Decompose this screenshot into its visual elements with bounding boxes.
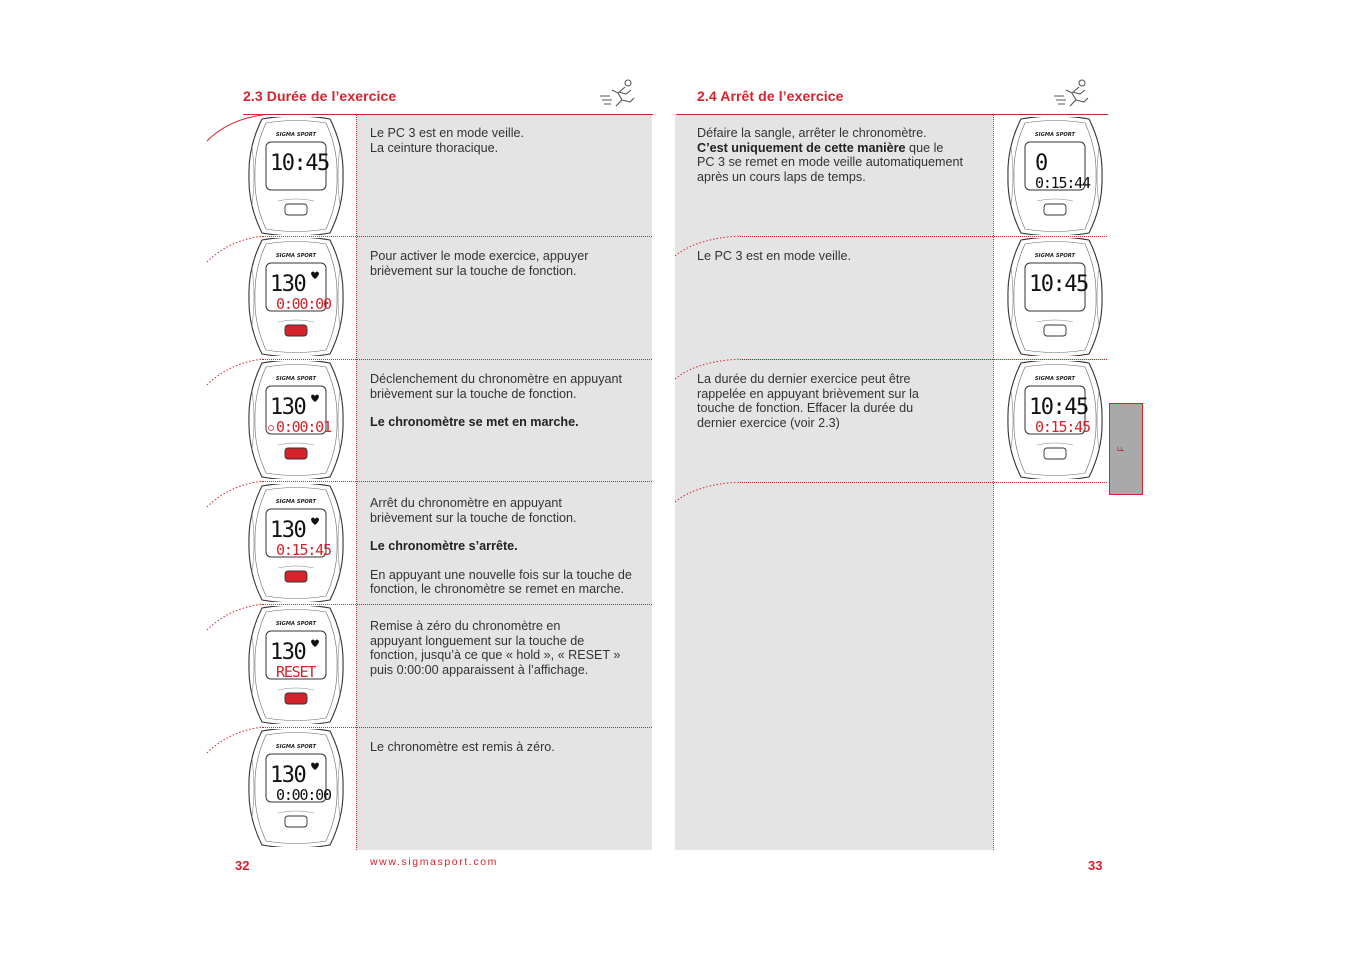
display-top-value: 130 — [270, 272, 306, 297]
display-top-value: 130 — [270, 395, 306, 420]
step-text: Défaire la sangle, arrêter le chronomètre. C’est uniquement de cette manière que le PC 3 se remet en mode veille automatiquement après un cours laps de temps. — [697, 126, 964, 184]
function-button — [285, 693, 307, 704]
display-bottom-value: 0:15:45 — [276, 541, 331, 559]
function-button — [285, 571, 307, 582]
watch-illustration — [248, 729, 344, 847]
function-button — [285, 325, 307, 336]
step-text: Pour activer le mode exercice, appuyer brièvement sur la touche de fonction. — [370, 249, 589, 278]
function-button — [1044, 325, 1066, 336]
watch-illustration — [248, 117, 344, 235]
display-top-value: 130 — [270, 518, 306, 543]
watch-illustration — [248, 238, 344, 356]
watch-illustration — [1007, 117, 1103, 235]
function-button — [1044, 204, 1066, 215]
function-button — [1044, 448, 1066, 459]
step-text: Le PC 3 est en mode veille. La ceinture thoracique. — [370, 126, 525, 155]
brand-logo: SIGMA SPORT — [275, 253, 317, 259]
brand-logo: SIGMA SPORT — [1034, 376, 1076, 382]
brand-logo: SIGMA SPORT — [275, 132, 317, 138]
display-bottom-value: RESET — [276, 663, 316, 681]
display-top-value: 10:45 — [270, 151, 329, 176]
watch-illustration — [1007, 361, 1103, 479]
display-bottom-value: 0:15:44 — [1035, 174, 1090, 192]
left-section-title: 2.3 Durée de l’exercice — [243, 88, 397, 104]
function-button — [285, 816, 307, 827]
display-bottom-value: 0:00:01 — [276, 418, 331, 436]
brand-logo: SIGMA SPORT — [1034, 253, 1076, 259]
display-top-value: 10:45 — [1029, 395, 1088, 420]
page-number: 33 — [1088, 858, 1103, 873]
runner-icon — [1052, 78, 1092, 114]
watch-illustration — [248, 484, 344, 602]
brand-logo: SIGMA SPORT — [275, 744, 317, 750]
page-number: 32 — [235, 858, 250, 873]
step-text: Le chronomètre est remis à zéro. — [370, 740, 555, 754]
brand-logo: SIGMA SPORT — [1034, 132, 1076, 138]
display-top-value: 10:45 — [1029, 272, 1088, 297]
watch-illustration — [1007, 238, 1103, 356]
display-bottom-value: 0:15:45 — [1035, 418, 1090, 436]
step-text: Le PC 3 est en mode veille. — [697, 249, 852, 263]
step-text: Remise à zéro du chronomètre en appuyant longuement sur la touche de fonction, jusqu’à ce que « hold », « RESET » puis 0:00:00 apparaissent à l’affichage. — [370, 619, 621, 677]
function-button — [285, 448, 307, 459]
function-button — [285, 204, 307, 215]
display-bottom-value: 0:00:00 — [276, 786, 331, 804]
right-section-title: 2.4 Arrêt de l’exercice — [697, 88, 844, 104]
step-text: La durée du dernier exercice peut être rappelée en appuyant brièvement sur la touche de fonction. Effacer la durée du dernier exercice (voir 2.3) — [697, 372, 919, 430]
display-bottom-value: 0:00:00 — [276, 295, 331, 313]
display-top-value: 130 — [270, 640, 306, 665]
step-text: Déclenchement du chronomètre en appuyant brièvement sur la touche de fonction. Le chronomètre se met en marche. — [370, 372, 623, 430]
brand-logo: SIGMA SPORT — [275, 376, 317, 382]
language-tab: F — [1109, 403, 1143, 495]
brand-logo: SIGMA SPORT — [275, 621, 317, 627]
display-top-value: 0 — [1035, 151, 1047, 176]
decor-curve — [675, 482, 755, 522]
runner-icon — [598, 78, 638, 114]
step-text: Arrêt du chronomètre en appuyant brièvement sur la touche de fonction. Le chronomètre s’arrête. En appuyant une nouvelle fois sur la touche de fonction, le chronomètre se remet en marche. — [370, 496, 632, 597]
watch-illustration — [248, 361, 344, 479]
brand-logo: SIGMA SPORT — [275, 499, 317, 505]
display-top-value: 130 — [270, 763, 306, 788]
watch-illustration — [248, 606, 344, 724]
website-url: www.sigmasport.com — [370, 856, 498, 868]
